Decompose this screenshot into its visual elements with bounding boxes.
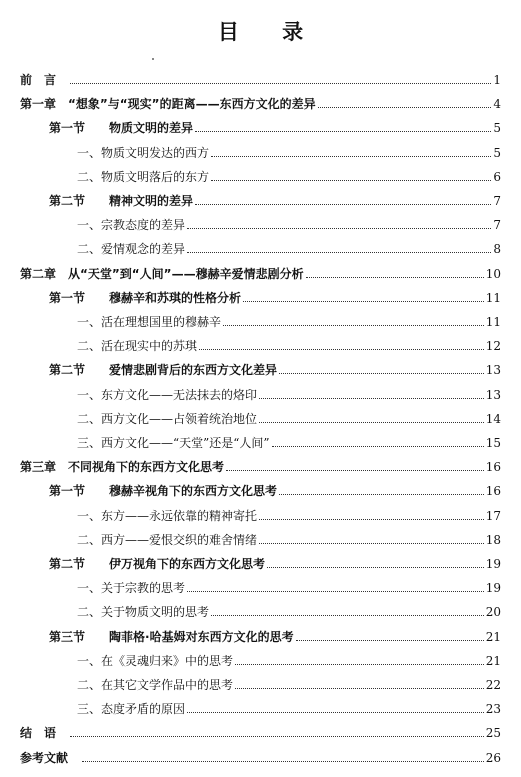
toc-entry-number: 参考文献: [20, 750, 69, 765]
toc-entry[interactable]: [77, 503, 501, 523]
dot-leader: [187, 712, 484, 713]
toc-entry[interactable]: [20, 261, 501, 281]
toc-entry-label: [20, 97, 316, 111]
toc-entry-page-number: 12: [485, 339, 501, 354]
toc-entry-page-number: 23: [485, 702, 501, 717]
toc-entry-text: 二、西方文化——占领着统治地位: [77, 411, 258, 426]
toc-entry-text: 一、东方文化——无法抹去的烙印: [77, 387, 258, 402]
toc-entry-text: 一、物质文明发达的西方: [77, 145, 210, 160]
toc-entry-number: 结 语: [20, 726, 57, 741]
toc-entry[interactable]: [20, 91, 501, 111]
toc-entry-label: [49, 363, 277, 377]
toc-entry-label: [49, 291, 241, 305]
toc-entry-text: 一、活在理想国里的穆赫辛: [77, 315, 222, 329]
toc-entry-page-number: 19: [485, 581, 501, 596]
toc-entry-page-number: 13: [485, 363, 501, 378]
toc-entry-text: 一、东方——永远依靠的精神寄托: [77, 508, 258, 523]
toc-entry-text: 爱情悲剧背后的东西方文化差异: [109, 363, 278, 378]
toc-entry-label: [49, 194, 193, 208]
toc-entry[interactable]: [77, 212, 501, 232]
toc-entry-number: 第一章: [20, 97, 57, 112]
toc-entry-text: 二、爱情观念的差异: [77, 242, 186, 257]
toc-entry[interactable]: [77, 599, 501, 619]
toc-entry[interactable]: [77, 696, 501, 716]
toc-entry-label: [20, 460, 224, 474]
toc-entry-page-number: 18: [485, 532, 501, 547]
dot-leader: [296, 640, 484, 641]
toc-entry-page-number: 21: [485, 653, 501, 668]
toc-entry-label: [77, 533, 257, 547]
toc-entry[interactable]: [77, 648, 501, 668]
dot-leader: [259, 543, 484, 544]
toc-entry-text: 从“天堂”到“人间”——穆赫辛爱情悲剧分析: [68, 266, 304, 281]
toc-entry-page-number: 5: [493, 145, 501, 160]
toc-entry[interactable]: [49, 478, 501, 498]
toc-entry-page-number: 16: [485, 484, 501, 499]
toc-entry-page-number: 7: [493, 218, 501, 233]
toc-entry[interactable]: [49, 357, 501, 377]
toc-entry[interactable]: [20, 454, 501, 474]
dot-leader: [195, 131, 491, 132]
page-title: 目 录: [217, 20, 322, 44]
dot-leader: [187, 252, 491, 253]
toc-entry-label: [77, 436, 270, 450]
dot-leader: [279, 373, 484, 374]
toc-entry-label: [20, 73, 68, 87]
toc-entry-label: [77, 218, 185, 232]
toc-entry-label: [77, 339, 197, 353]
toc-entry-label: [77, 702, 185, 716]
toc-entry-page-number: 20: [485, 605, 501, 620]
toc-entry[interactable]: [49, 188, 501, 208]
dot-leader: [223, 325, 484, 326]
toc-entry-page-number: 10: [485, 266, 501, 281]
toc-entry[interactable]: [77, 672, 501, 692]
toc-entry-label: [49, 630, 294, 644]
toc-entry[interactable]: [49, 551, 501, 571]
toc-entry-text: 物质文明的差异: [109, 121, 194, 136]
toc-entry-label: [20, 267, 304, 281]
toc-entry-page-number: 21: [485, 629, 501, 644]
toc-entry-page-number: 11: [485, 290, 501, 305]
toc-entry[interactable]: [20, 67, 501, 87]
toc-entry-page-number: 15: [485, 436, 501, 450]
toc-entry-label: [77, 678, 233, 692]
toc-entry-text: 二、关于物质文明的思考: [77, 605, 210, 620]
toc-entry-label: [77, 388, 257, 402]
toc-entry-label: [77, 315, 221, 329]
toc-entry-page-number: 25: [485, 726, 501, 741]
dot-leader: [235, 664, 484, 665]
dot-leader: [82, 761, 484, 762]
toc-entry-label: [20, 726, 68, 740]
toc-entry-text: 一、宗教态度的差异: [77, 218, 186, 233]
toc-entry-page-number: 7: [493, 194, 501, 208]
toc-entry[interactable]: [20, 745, 501, 765]
toc-entry-page-number: 22: [485, 678, 501, 692]
toc-entry-page-number: 4: [493, 97, 501, 112]
toc-entry-label: [20, 751, 80, 765]
dot-leader: [70, 83, 491, 84]
dot-leader: [70, 736, 484, 737]
toc-entry-label: [77, 412, 257, 426]
dot-leader: [235, 688, 484, 689]
toc-entry-number: 第三章: [20, 460, 57, 475]
toc-entry-page-number: 1: [493, 73, 501, 87]
toc-entry[interactable]: [20, 720, 501, 740]
toc-entry-page-number: 5: [493, 121, 501, 136]
toc-entry-page-number: 14: [485, 411, 501, 426]
toc-entry-text: 伊万视角下的东西方文化思考: [109, 557, 266, 571]
toc-entry[interactable]: [77, 140, 501, 160]
dot-leader: [259, 422, 484, 423]
dot-leader: [272, 446, 484, 447]
toc-entry-page-number: 6: [493, 169, 501, 184]
toc-entry[interactable]: [49, 285, 501, 305]
toc-entry-number: 第二节: [49, 194, 86, 208]
toc-entry-number: 第二章: [20, 266, 57, 281]
toc-entry[interactable]: [77, 333, 501, 353]
toc-entry[interactable]: [49, 115, 501, 135]
toc-entry-number: 前 言: [20, 73, 57, 87]
dot-leader: [211, 156, 491, 157]
toc-entry-page-number: 19: [485, 557, 501, 571]
toc-entry-text: 陶菲格·哈基姆对东西方文化的思考: [109, 629, 294, 644]
toc-entry-number: 第三节: [49, 629, 86, 644]
toc-entry-page-number: 16: [485, 460, 501, 475]
dot-leader: [211, 615, 484, 616]
toc-entry-page-number: 17: [485, 508, 501, 523]
toc-entry[interactable]: [49, 624, 501, 644]
toc-entry-text: 穆赫辛和苏琪的性格分析: [109, 290, 242, 305]
toc-entry[interactable]: [77, 164, 501, 184]
dot-leader: [259, 519, 484, 520]
dot-leader: [259, 398, 484, 399]
toc-entry-number: 第二节: [49, 363, 86, 378]
toc-entry-label: [77, 509, 257, 523]
toc-entry-text: 三、西方文化——“天堂”还是“人间”: [77, 436, 270, 450]
toc-entry-number: 第一节: [49, 484, 86, 499]
dot-leader: [195, 204, 491, 205]
dot-leader: [199, 349, 484, 350]
toc-entry-page-number: 26: [485, 750, 501, 765]
dot-leader: [187, 228, 491, 229]
dot-leader: [267, 567, 484, 568]
dot-leader: [306, 277, 484, 278]
toc-entry-label: [77, 654, 233, 668]
toc-entry[interactable]: [77, 406, 501, 426]
toc-entry[interactable]: [77, 527, 501, 547]
toc-entry-page-number: 8: [493, 242, 501, 257]
toc-entry-text: 三、态度矛盾的原因: [77, 702, 186, 717]
toc-entry-label: [77, 581, 185, 595]
toc-entry-text: 二、物质文明落后的东方: [77, 169, 210, 184]
dot-leader: [211, 180, 491, 181]
toc-entry-label: [77, 146, 209, 160]
dot-leader: [243, 301, 484, 302]
toc-entry[interactable]: [77, 236, 501, 256]
toc-entry-page-number: 11: [485, 315, 501, 329]
dot-leader: [226, 470, 484, 471]
toc-entry[interactable]: [77, 575, 501, 595]
toc-entry-text: 不同视角下的东西方文化思考: [68, 460, 225, 475]
toc-entry-label: [77, 170, 209, 184]
dot-leader: [279, 494, 484, 495]
toc-entry-number: 第一节: [49, 121, 86, 136]
toc-entry-page-number: 13: [485, 387, 501, 402]
dot-leader: [318, 107, 492, 108]
toc-entry-number: 第一节: [49, 290, 86, 305]
toc-entry[interactable]: [77, 309, 501, 329]
dot-leader: [187, 591, 484, 592]
toc-entry-text: “想象”与“现实”的距离——东西方文化的差异: [68, 97, 316, 112]
toc-entry-text: 精神文明的差异: [109, 194, 194, 208]
toc-entry[interactable]: [77, 382, 501, 402]
stray-dot: [152, 58, 154, 60]
toc-entry[interactable]: [77, 430, 501, 450]
toc-entry-text: 二、在其它文学作品中的思考: [77, 678, 234, 692]
toc-entry-text: 二、活在现实中的苏琪: [77, 339, 198, 354]
toc-entry-text: 二、西方——爱恨交织的难舍情绪: [77, 532, 258, 547]
toc-entry-label: [49, 121, 193, 135]
toc-entry-text: 穆赫辛视角下的东西方文化思考: [109, 484, 278, 499]
toc-entry-label: [77, 605, 209, 619]
toc-entry-text: 一、关于宗教的思考: [77, 581, 186, 596]
toc-entry-label: [49, 557, 265, 571]
toc-entry-label: [77, 242, 185, 256]
toc-entry-number: 第二节: [49, 557, 86, 571]
toc-entry-text: 一、在《灵魂归来》中的思考: [77, 653, 234, 668]
toc-entry-label: [49, 484, 277, 498]
